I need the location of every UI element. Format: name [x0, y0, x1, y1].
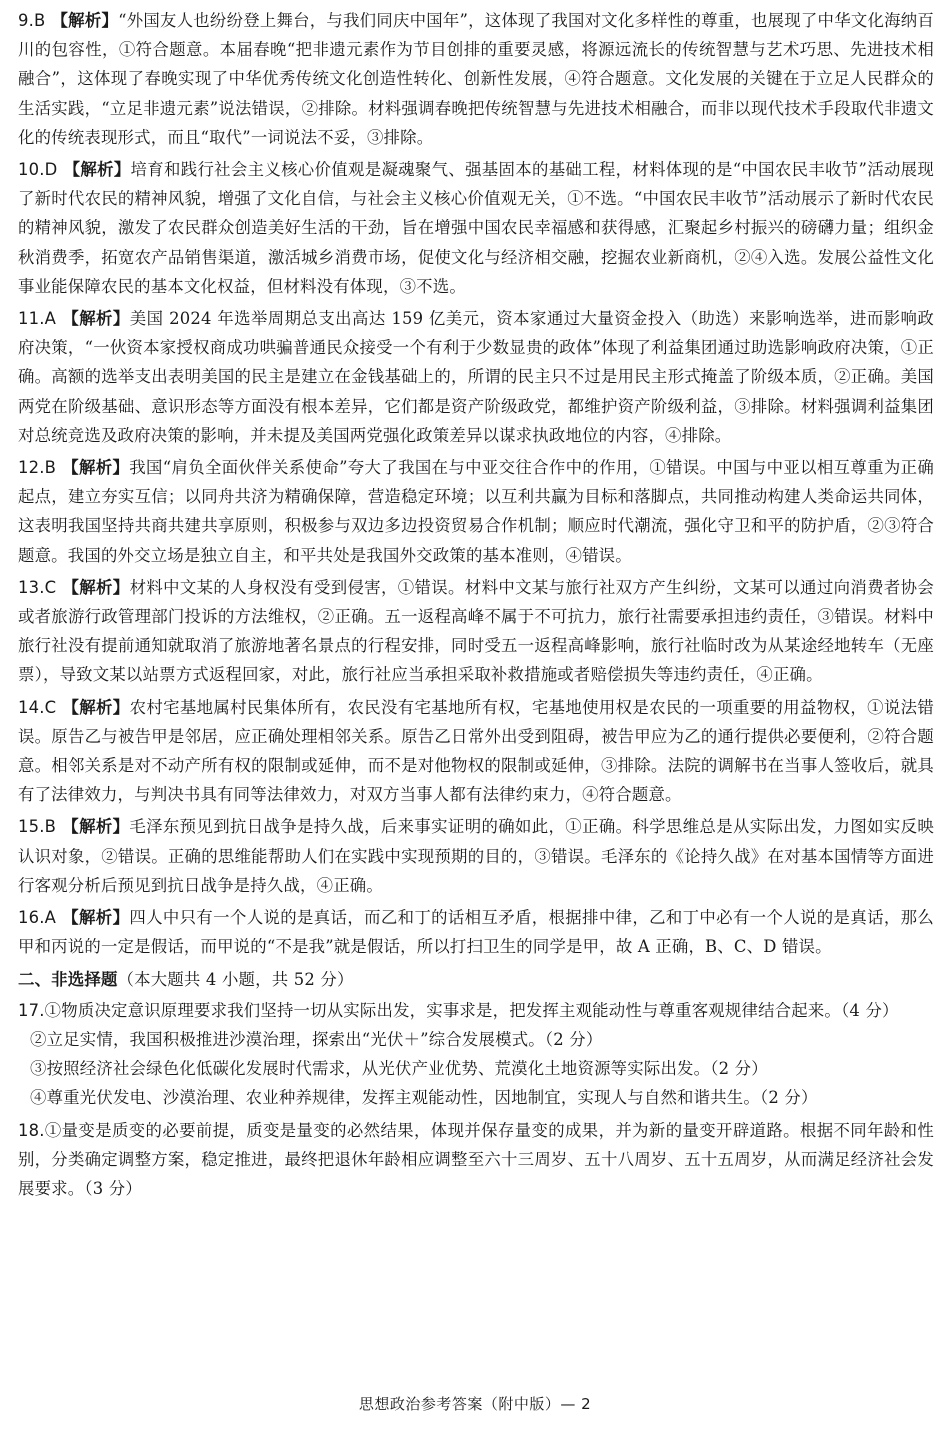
question-number: 18.	[18, 1120, 45, 1140]
analysis-tag: 【解析】	[62, 817, 130, 837]
answer-part: ①物质决定意识原理要求我们坚持一切从实际出发，实事求是，把发挥主观能动性与尊重客观规律结合起来。（4 分）	[44, 1000, 899, 1020]
answer-item-9	[18, 6, 934, 152]
question-number: 13.	[18, 577, 45, 597]
analysis-text: “外国友人也纷纷登上舞台，与我们同庆中国年”，这体现了我国对文化多样性的尊重，也展现了中华文化海纳百川的包容性，①符合题意。本届春晚“把非遗元素作为节目创排的重要灵感，将源远流长的传统智慧与艺术巧思、先进技术相融合”，这体现了春晚实现了中华优秀传统文化创造性转化、创新性发展，④符合题意。文化发展的关键在于立足人民群众的生活实践，“立足非遗元素”说法错误，②排除。材料强调春晚把传统智慧与先进技术相融合，而非以现代技术手段取代非遗文化的传统表现形式，而且“取代”一词说法不妥，③排除。	[18, 11, 934, 147]
analysis-text: 毛泽东预见到抗日战争是持久战，后来事实证明的确如此，①正确。科学思维总是从实际出发，力图如实反映认识对象，②错误。正确的思维能帮助人们在实践中实现预期的目的，③错误。毛泽东的《论持久战》在对基本国情等方面进行客观分析后预见到抗日战争是持久战，④正确。	[18, 817, 934, 895]
answer-item-18	[18, 1116, 934, 1204]
q17-part-1	[18, 996, 934, 1025]
question-number: 16.	[18, 908, 45, 928]
analysis-tag: 【解析】	[51, 11, 119, 30]
analysis-text: 四人中只有一个人说的是真话，而乙和丁的话相互矛盾，根据排中律，乙和丁中必有一个人说的是真话，那么甲和丙说的一定是假话，而甲说的“不是我”就是假话，所以打扫卫生的同学是甲，故 A 正确，B、C、D 错误。	[18, 908, 934, 957]
analysis-tag: 【解析】	[62, 908, 130, 928]
question-number: 10.	[18, 160, 45, 180]
answer-letter: A	[44, 309, 57, 329]
section-title: 二、非选择题	[18, 969, 118, 989]
answer-letter: C	[44, 697, 57, 717]
analysis-tag: 【解析】	[62, 697, 130, 717]
analysis-tag: 【解析】	[62, 458, 130, 478]
section-subtitle: （本大题共 4 小题，共 52 分）	[117, 969, 354, 989]
section-heading	[18, 965, 934, 994]
analysis-text: 我国“肩负全面伙伴关系使命”夸大了我国在与中亚交往合作中的作用，①错误。中国与中亚以相互尊重为正确起点，建立夯实互信；以同舟共济为精确保障，营造稳定环境；以互利共赢为目标和落脚点，共同推动构建人类命运共同体，这表明我国坚持共商共建共享原则，积极参与双边多边投资贸易合作机制；顺应时代潮流，强化守卫和平的防护盾，②③符合题意。我国的外交立场是独立自主，和平共处是我国外交政策的基本准则，④错误。	[18, 458, 934, 565]
answer-letter: B	[44, 817, 57, 837]
answer-letter: C	[44, 577, 57, 597]
analysis-text: 材料中文某的人身权没有受到侵害，①错误。材料中文某与旅行社双方产生纠纷，文某可以通过向消费者协会或者旅游行政管理部门投诉的方法维权，②正确。五一返程高峰不属于不可抗力，旅行社需要承担违约责任，③错误。材料中旅行社没有提前通知就取消了旅游地著名景点的行程安排，同时受五一返程高峰影响，旅行社临时改为从某途经地转车（无座票），导致文某以站票方式返程回家，对此，旅行社应当承担采取补救措施或者赔偿损失等违约责任，④正确。	[18, 577, 934, 685]
answer-letter: A	[44, 908, 57, 928]
analysis-text: 培育和践行社会主义核心价值观是凝魂聚气、强基固本的基础工程，材料体现的是“中国农民丰收节”活动展现了新时代农民的精神风貌，增强了文化自信，与社会主义核心价值观无关，①不选。“中国农民丰收节”活动展示了新时代农民的精神风貌，激发了农民群众创造美好生活的干劲，旨在增强中国农民幸福感和获得感，汇聚起乡村振兴的磅礴力量；组织金秋消费季，拓宽农产品销售渠道，激活城乡消费市场，促使文化与经济相交融，挖掘农业新商机，②④入选。发展公益性文化事业能保障农民的基本文化权益，但材料没有体现，③不选。	[18, 160, 934, 296]
answer-item-17	[18, 996, 934, 1113]
analysis-tag: 【解析】	[63, 160, 131, 180]
analysis-tag: 【解析】	[62, 309, 130, 329]
analysis-text: 美国 2024 年选举周期总支出高达 159 亿美元，资本家通过大量资金投入（助选）来影响选举，进而影响政府决策，“一伙资本家授权商成功哄骗普通民众接受一个有利于少数显贵的政体”体现了利益集团通过助选影响政府决策，①正确。高额的选举支出表明美国的民主是建立在金钱基础上的，所谓的民主只不过是用民主形式掩盖了阶级本质，②正确。美国两党在阶级基础、意识形态等方面没有根本差异，它们都是资产阶级政党，都维护资产阶级利益，③排除。材料强调利益集团对总统竞选及政府决策的影响，并未提及美国两党强化政策差异以谋求执政地位的内容，④排除。	[18, 309, 934, 445]
answer-text: ①量变是质变的必要前提，质变是量变的必然结果，体现并保存量变的成果，并为新的量变开辟道路。根据不同年龄和性别，分类确定调整方案，稳定推进，最终把退休年龄相应调整至六十三周岁、五十八周岁、五十五周岁，从而满足经济社会发展要求。（3 分）	[18, 1120, 934, 1198]
q17-part-2: ②立足实情，我国积极推进沙漠治理，探索出“光伏＋”综合发展模式。（2 分）	[30, 1029, 603, 1049]
q17-part-3: ③按照经济社会绿色化低碳化发展时代需求，从光伏产业优势、荒漠化土地资源等实际出发。（2 分）	[30, 1059, 768, 1079]
question-number: 12.	[18, 458, 45, 478]
question-number: 15.	[18, 817, 45, 837]
question-number: 17.	[18, 1000, 45, 1020]
question-number: 14.	[18, 697, 45, 717]
analysis-tag: 【解析】	[62, 577, 130, 597]
answer-item-16	[18, 903, 934, 961]
answer-letter: B	[34, 11, 46, 30]
q17-part-4: ④尊重光伏发电、沙漠治理、农业种养规律，发挥主观能动性，因地制宜，实现人与自然和谐共生。（2 分）	[30, 1088, 818, 1108]
answer-item-13	[18, 573, 934, 690]
page-footer: 思想政治参考答案（附中版）— 2	[358, 1395, 592, 1413]
answer-letter: B	[44, 458, 57, 478]
question-number: 9.	[18, 11, 35, 30]
answer-item-12	[18, 453, 934, 570]
answer-letter: D	[44, 160, 58, 180]
answer-item-11	[18, 304, 934, 450]
answer-content	[18, 6, 934, 1206]
answer-item-10	[18, 155, 934, 301]
question-number: 11.	[18, 309, 45, 329]
answer-item-14	[18, 693, 934, 810]
analysis-text: 农村宅基地属村民集体所有，农民没有宅基地所有权，宅基地使用权是农民的一项重要的用益物权，①说法错误。原告乙与被告甲是邻居，应正确处理相邻关系。原告乙日常外出受到阻碍，被告甲应为乙的通行提供必要便利，②符合题意。相邻关系是对不动产所有权的限制或延伸，而不是对他物权的限制或延伸，③排除。法院的调解书在当事人签收后，就具有了法律效力，与判决书具有同等法律效力，对双方当事人都有法律约束力，④符合题意。	[18, 697, 934, 805]
answer-item-15	[18, 812, 934, 900]
